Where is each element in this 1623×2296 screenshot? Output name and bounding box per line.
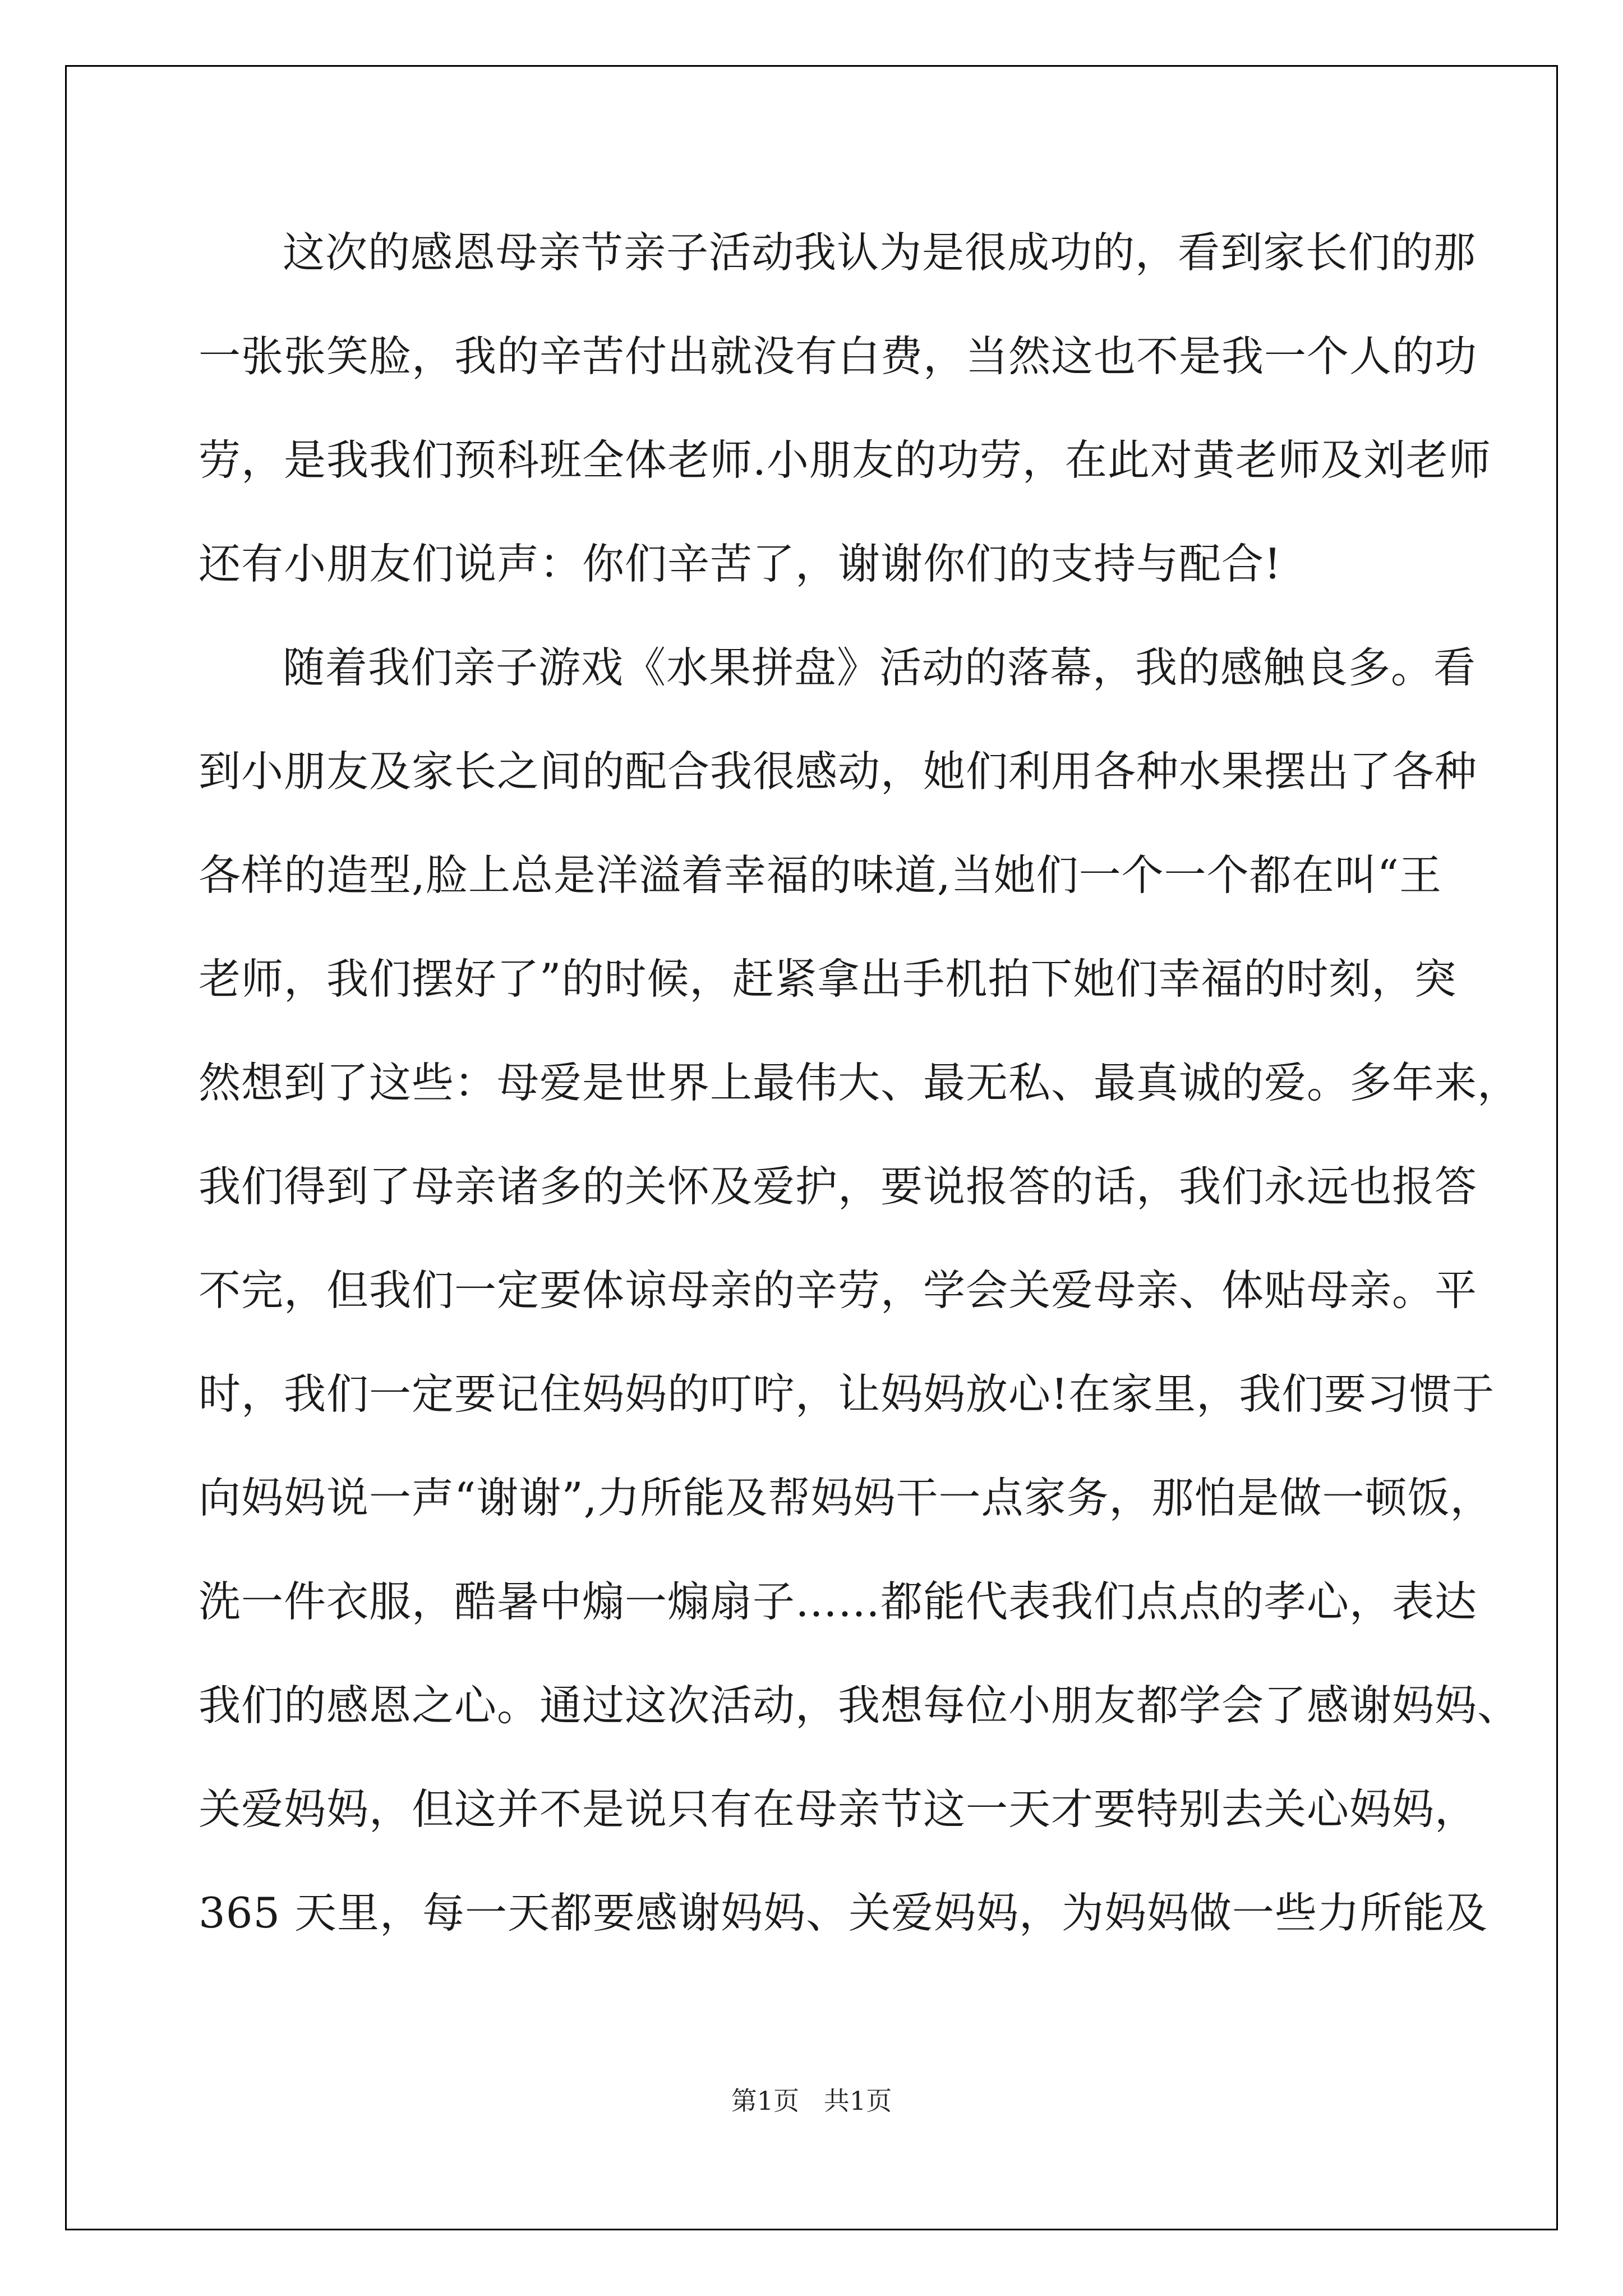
document-body <box>199 201 1520 1965</box>
paragraph-2-line-5: 然想到了这些：母爱是世界上最伟大、最无私、最真诚的爱。多年来， <box>199 1058 1520 1107</box>
paragraph-2-line-9: 向妈妈说一声“谢谢”,力所能及帮妈妈干一点家务，那怕是做一顿饭， <box>199 1473 1493 1522</box>
paragraph-2-line-1: 随着我们亲子游戏《水果拼盘》活动的落幕，我的感触良多。看 <box>283 643 1477 692</box>
paragraph-1-line-3: 劳，是我我们预科班全体老师.小朋友的功劳，在此对黄老师及刘老师 <box>199 435 1491 485</box>
paragraph-1-line-1: 这次的感恩母亲节亲子活动我认为是很成功的，看到家长们的那 <box>283 228 1477 277</box>
paragraph-2-line-7: 不完，但我们一定要体谅母亲的辛劳，学会关爱母亲、体贴母亲。平 <box>199 1266 1478 1315</box>
paragraph-2-line-13: 365 天里，每一天都要感谢妈妈、关爱妈妈，为妈妈做一些力所能及 <box>199 1888 1488 1938</box>
paragraph-2-line-11: 我们的感恩之心。通过这次活动，我想每位小朋友都学会了感谢妈妈、 <box>199 1681 1520 1730</box>
paragraph-2-line-4: 老师，我们摆好了”的时候，赶紧拿出手机拍下她们幸福的时刻，突 <box>199 954 1457 1004</box>
paragraph-1-line-2: 一张张笑脸，我的辛苦付出就没有白费，当然这也不是我一个人的功 <box>199 332 1478 381</box>
paragraph-2-line-10: 洗一件衣服，酷暑中煽一煽扇子……都能代表我们点点的孝心，表达 <box>199 1577 1478 1626</box>
paragraph-2-line-6: 我们得到了母亲诸多的关怀及爱护，要说报答的话，我们永远也报答 <box>199 1162 1478 1211</box>
page-number-footer: 第1页 共1页 <box>731 2086 892 2116</box>
paragraph-2-line-2: 到小朋友及家长之间的配合我很感动，她们利用各种水果摆出了各种 <box>199 747 1478 796</box>
paragraph-1-line-4: 还有小朋友们说声：你们辛苦了，谢谢你们的支持与配合! <box>199 539 1282 588</box>
paragraph-2-line-3: 各样的造型,脸上总是洋溢着幸福的味道,当她们一个一个都在叫“王 <box>199 850 1442 900</box>
paragraph-2-line-8: 时，我们一定要记住妈妈的叮咛，让妈妈放心!在家里，我们要习惯于 <box>199 1369 1495 1419</box>
paragraph-2-line-12: 关爱妈妈，但这并不是说只有在母亲节这一天才要特别去关心妈妈， <box>199 1784 1478 1834</box>
